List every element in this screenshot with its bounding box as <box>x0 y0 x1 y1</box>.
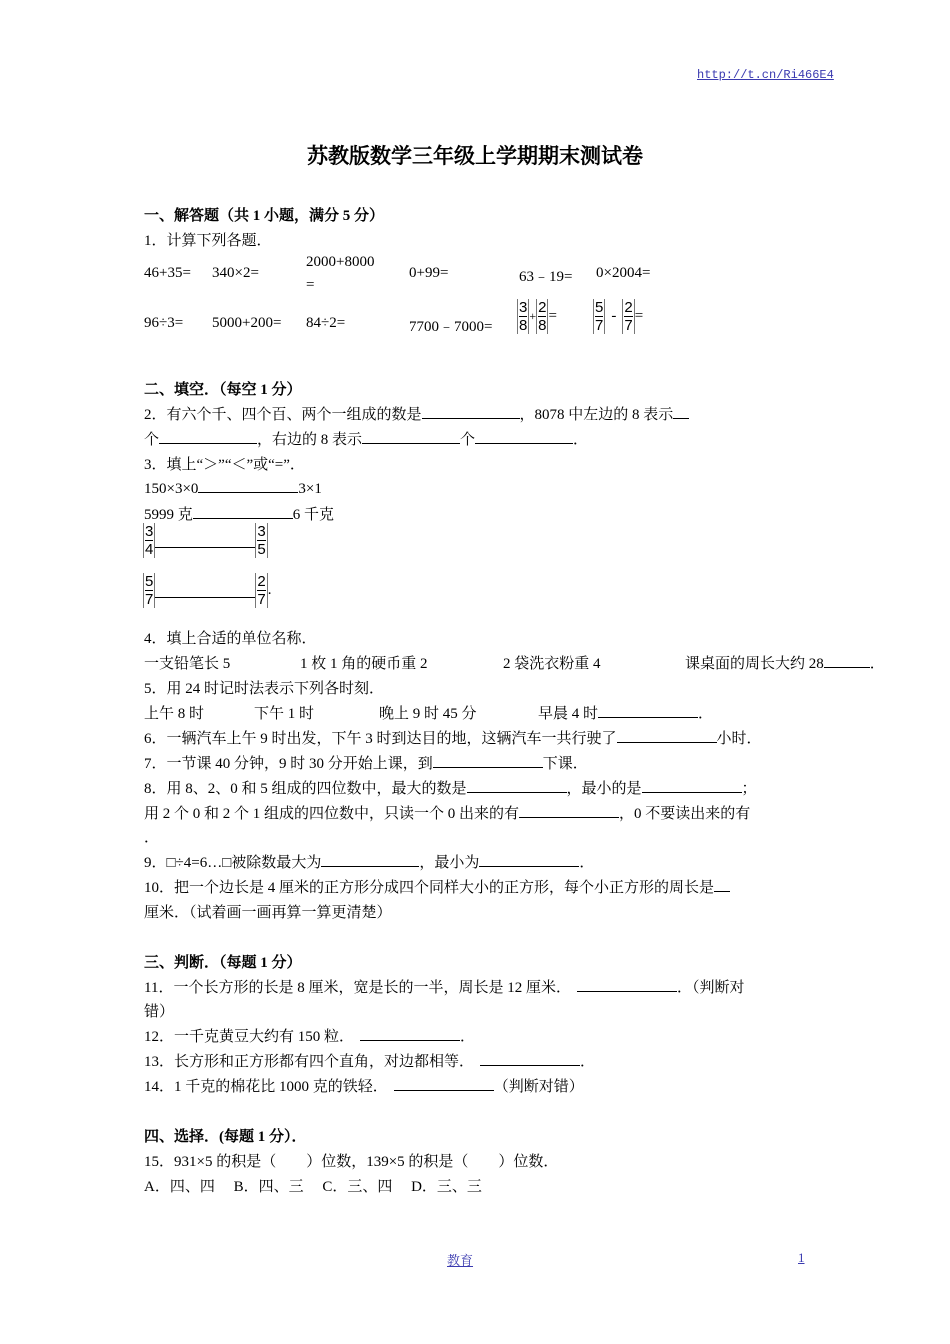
calc-item: 2000+8000 <box>306 254 375 270</box>
header-link[interactable]: http://t.cn/Ri466E4 <box>697 68 834 82</box>
question-5: 5．用 24 时记时法表示下列各时刻． <box>144 681 385 697</box>
fraction: $\frac{2}{7}$ <box>624 299 633 334</box>
fraction-expression: $\frac{3}{8}$ + $\frac{2}{8}$ = <box>519 299 557 334</box>
compare-item: 150×3×0 3×1 <box>144 478 322 498</box>
compare-item: $\frac{5}{7}$ $\frac{2}{7}$ . <box>145 573 272 608</box>
page-title: 苏教版数学三年级上学期期末测试卷 <box>307 144 643 168</box>
section-2-heading: 二、填空．（每空 1 分） <box>144 382 302 398</box>
question-8-cont: 用 2 个 0 和 2 个 1 组成的四位数中，只读一个 0 出来的有 ，0 不要读出来的有 <box>144 802 750 823</box>
question-8-end: ． <box>144 830 160 846</box>
fraction: $\frac{3}{5}$ <box>257 523 266 558</box>
question-2: 2．有六个千、四个百、两个一组成的数是 ，8078 中左边的 8 表示 <box>144 403 689 424</box>
footer-link[interactable]: 教育 <box>447 1253 474 1268</box>
time-item: 早晨 4 时 ． <box>538 702 713 723</box>
question-12: 12．一千克黄豆大约有 150 粒． ． <box>144 1025 475 1046</box>
question-6: 6．一辆汽车上午 9 时出发，下午 3 时到达目的地，这辆汽车一共行驶了 小时． <box>144 727 762 748</box>
unit-item: 课桌面的周长大约 28 ． <box>685 652 885 673</box>
question-14: 14．1 千克的棉花比 1000 克的铁轻． （判断对错） <box>144 1075 584 1096</box>
section-3-heading: 三、判断．（每题 1 分） <box>144 955 302 971</box>
calc-item: 0+99= <box>409 265 449 281</box>
question-13: 13．长方形和正方形都有四个直角，对边都相等． ． <box>144 1050 595 1071</box>
calc-item: 96÷3= <box>144 315 184 331</box>
time-item: 上午 8 时 <box>144 706 205 722</box>
calc-item: 340×2= <box>212 265 259 281</box>
fraction: $\frac{3}{4}$ <box>145 523 154 558</box>
calc-item: = <box>306 277 315 293</box>
page-number[interactable]: 1 <box>798 1250 805 1265</box>
section-4-heading: 四、选择．(每题 1 分）． <box>144 1129 307 1145</box>
question-11-cont: 错） <box>144 1004 175 1020</box>
fraction: $\frac{2}{7}$ <box>257 573 266 608</box>
fraction: $\frac{5}{7}$ <box>595 299 604 334</box>
question-2-cont: 个 ，右边的 8 表示 个 ． <box>144 428 588 449</box>
calc-item: 0×2004= <box>596 265 651 281</box>
calc-item: 46+35= <box>144 265 191 281</box>
unit-item: 2 袋洗衣粉重 4 <box>503 656 601 672</box>
question-7: 7．一节课 40 分钟，9 时 30 分开始上课，到 下课． <box>144 752 588 773</box>
time-item: 下午 1 时 <box>254 706 315 722</box>
fraction: $\frac{3}{8}$ <box>519 299 528 334</box>
calc-item: 63﹣19= <box>519 269 573 285</box>
question-10: 10．把一个边长是 4 厘米的正方形分成四个同样大小的正方形，每个小正方形的周长是 <box>144 876 730 897</box>
fraction: $\frac{2}{8}$ <box>538 299 547 334</box>
calc-item: 84÷2= <box>306 315 346 331</box>
question-4: 4．填上合适的单位名称． <box>144 631 317 647</box>
question-9: 9．□÷4=6…□被除数最大为 ，最小为 ． <box>144 851 594 872</box>
question-15-options: A．四、四 B．四、三 C．三、四 D．三、三 <box>144 1179 482 1195</box>
question-8: 8．用 8、2、0 和 5 组成的四位数中，最大的数是 ，最小的是 ； <box>144 777 757 798</box>
section-1-heading: 一、解答题（共 1 小题，满分 5 分） <box>144 208 385 224</box>
calc-item: 5000+200= <box>212 315 282 331</box>
unit-item: 一支铅笔长 5 <box>144 656 231 672</box>
question-1: 1．计算下列各题． <box>144 233 272 249</box>
compare-item <box>143 523 268 558</box>
unit-item: 1 枚 1 角的硬币重 2 <box>300 656 428 672</box>
fraction-expression: $\frac{5}{7}$ - $\frac{2}{7}$ = <box>595 299 644 334</box>
question-15: 15．931×5 的积是（ ）位数，139×5 的积是（ ）位数． <box>144 1154 559 1170</box>
question-3: 3．填上“＞”“＜”或“=”． <box>144 457 305 473</box>
fraction: $\frac{5}{7}$ <box>145 573 154 608</box>
question-10-cont: 厘米．（试着画一画再算一算更清楚） <box>144 905 392 921</box>
time-item: 晚上 9 时 45 分 <box>379 706 477 722</box>
question-11: 11．一个长方形的长是 8 厘米，宽是长的一半，周长是 12 厘米． ．（判断对 <box>144 976 744 997</box>
compare-item: 5999 克 6 千克 <box>144 503 334 524</box>
calc-item: 7700﹣7000= <box>409 319 493 335</box>
